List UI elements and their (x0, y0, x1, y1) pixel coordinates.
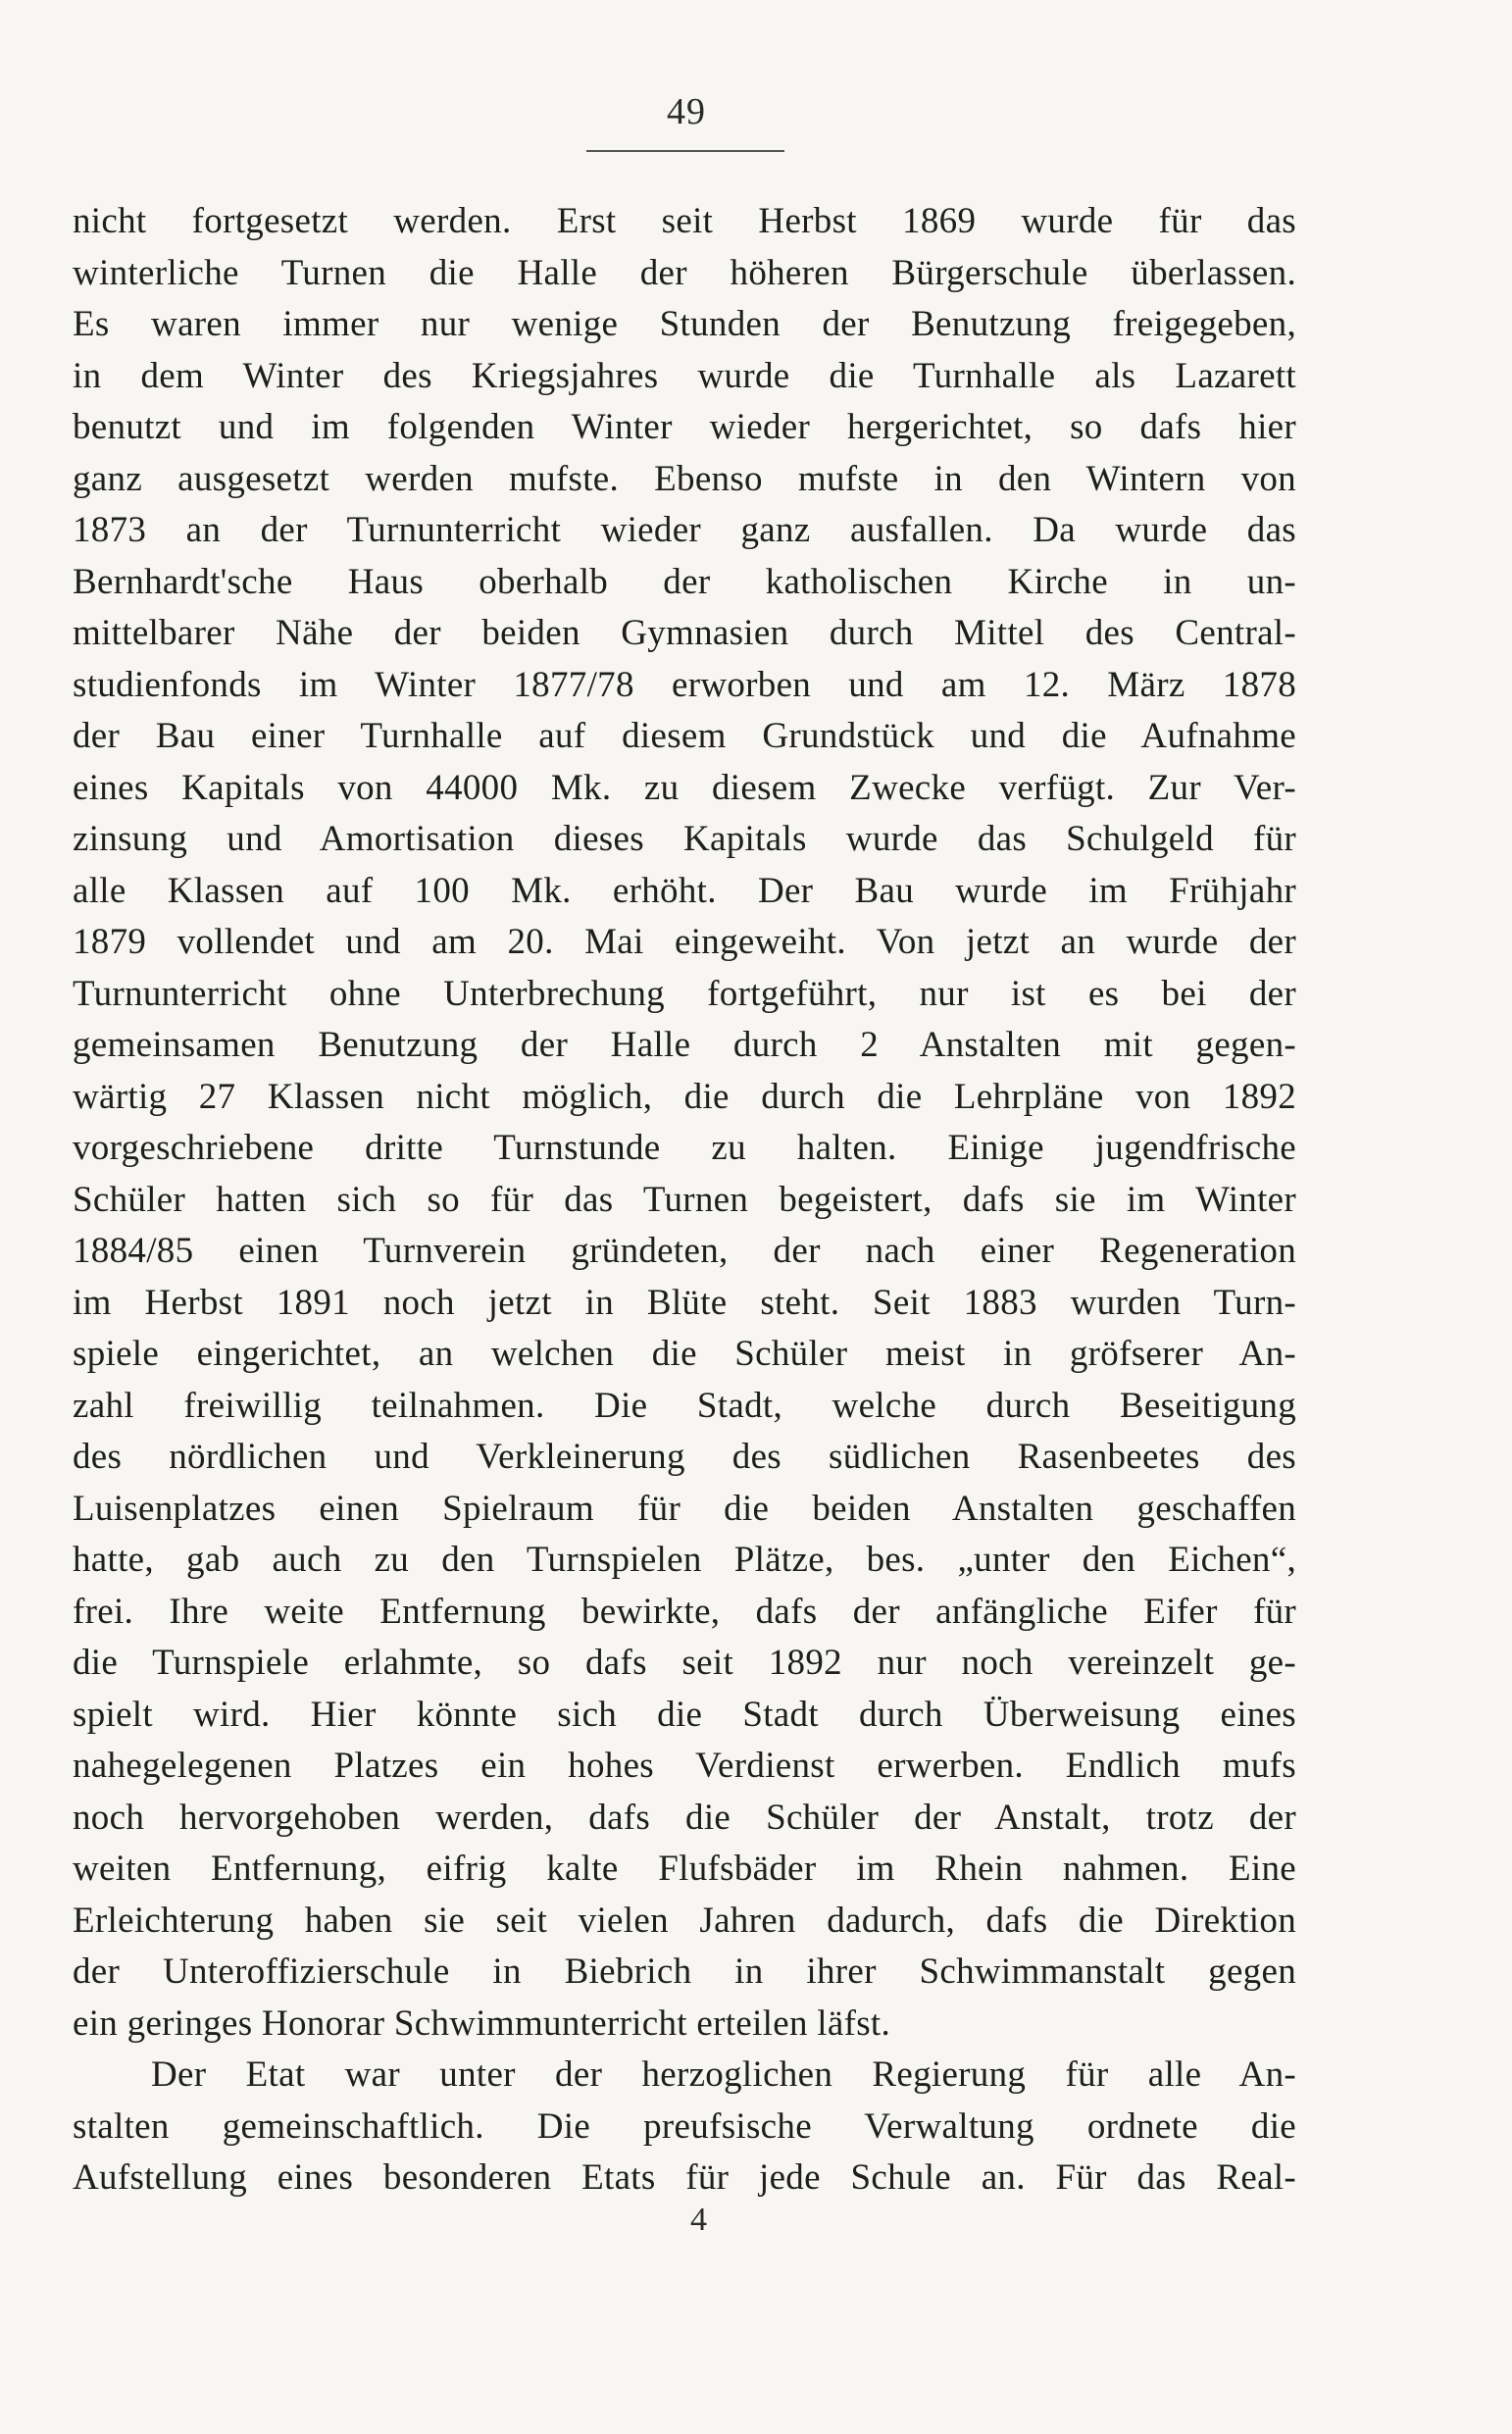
text-line: weiten Entfernung, eifrig kalte Flufsbäder im Rhein nahmen. Eine (73, 1849, 1296, 1889)
text-line: mittelbarer Nähe der beiden Gymnasien durch Mittel des Central- (73, 613, 1296, 653)
text-line: nahegelegenen Platzes ein hohes Verdienst erwerben. Endlich mufs (73, 1746, 1296, 1786)
text-line: die Turnspiele erlahmte, so dafs seit 1892 nur noch vereinzelt ge- (73, 1643, 1296, 1683)
text-line: studienfonds im Winter 1877/78 erworben und am 12. März 1878 (73, 664, 1296, 705)
text-line: Bernhardt'sche Haus oberhalb der katholischen Kirche in un- (73, 561, 1296, 602)
text-line: spiele eingerichtet, an welchen die Schüler meist in gröfserer An- (73, 1334, 1296, 1374)
text-line: noch hervorgehoben werden, dafs die Schüler der Anstalt, trotz der (73, 1797, 1296, 1838)
text-line: Schüler hatten sich so für das Turnen begeistert, dafs sie im Winter (73, 1179, 1296, 1220)
text-line: spielt wird. Hier könnte sich die Stadt durch Überweisung eines (73, 1694, 1296, 1735)
text-line: 1879 vollendet und am 20. Mai eingeweiht. Von jetzt an wurde der (73, 922, 1296, 962)
text-line: gemeinsamen Benutzung der Halle durch 2 Anstalten mit gegen- (73, 1025, 1296, 1065)
text-line: frei. Ihre weite Entfernung bewirkte, dafs der anfängliche Eifer für (73, 1591, 1296, 1632)
text-line: in dem Winter des Kriegsjahres wurde die Turnhalle als Lazarett (73, 355, 1296, 396)
text-line: Turnunterricht ohne Unterbrechung fortgeführt, nur ist es bei der (73, 973, 1296, 1014)
text-line: der Unteroffizierschule in Biebrich in ihrer Schwimmanstalt gegen (73, 1952, 1296, 1992)
text-line: wärtig 27 Klassen nicht möglich, die durch die Lehrpläne von 1892 (73, 1076, 1296, 1117)
paragraph-first-line: Der Etat war unter der herzoglichen Regierung für alle An- (151, 2054, 1296, 2095)
text-line: zinsung und Amortisation dieses Kapitals wurde das Schulgeld für (73, 819, 1296, 859)
text-line: Luisenplatzes einen Spielraum für die beiden Anstalten geschaffen (73, 1488, 1296, 1529)
header-rule (586, 150, 784, 152)
text-line: stalten gemeinschaftlich. Die preufsische Verwaltung ordnete die (73, 2105, 1296, 2147)
signature-mark: 4 (690, 2202, 707, 2238)
text-line: benutzt und im folgenden Winter wieder hergerichtet, so dafs hier (73, 407, 1296, 447)
text-line: hatte, gab auch zu den Turnspielen Plätze, bes. „unter den Eichen“, (73, 1540, 1296, 1580)
text-line: ein geringes Honorar Schwimmunterricht erteilen läfst. (73, 2003, 891, 2044)
text-line: Aufstellung eines besonderen Etats für jede Schule an. Für das Real- (73, 2157, 1296, 2198)
text-line: eines Kapitals von 44000 Mk. zu diesem Zwecke verfügt. Zur Ver- (73, 767, 1296, 808)
text-line: alle Klassen auf 100 Mk. erhöht. Der Bau wurde im Frühjahr (73, 870, 1296, 911)
text-line: des nördlichen und Verkleinerung des südlichen Rasenbeetes des (73, 1437, 1296, 1477)
text-line: nicht fortgesetzt werden. Erst seit Herbst 1869 wurde für das (73, 201, 1296, 241)
page-number: 49 (667, 91, 706, 132)
text-line: der Bau einer Turnhalle auf diesem Grundstück und die Aufnahme (73, 716, 1296, 756)
text-line: 1873 an der Turnunterricht wieder ganz ausfallen. Da wurde das (73, 510, 1296, 550)
text-line: Erleichterung haben sie seit vielen Jahren dadurch, dafs die Direktion (73, 1900, 1296, 1941)
text-line: vorgeschriebene dritte Turnstunde zu halten. Einige jugendfrische (73, 1128, 1296, 1168)
text-line: winterliche Turnen die Halle der höheren Bürgerschule überlassen. (73, 252, 1296, 293)
text-line: ganz ausgesetzt werden mufste. Ebenso mufste in den Wintern von (73, 458, 1296, 499)
text-line: 1884/85 einen Turnverein gründeten, der nach einer Regeneration (73, 1231, 1296, 1271)
text-line: im Herbst 1891 noch jetzt in Blüte steht. Seit 1883 wurden Turn- (73, 1282, 1296, 1323)
text-line: zahl freiwillig teilnahmen. Die Stadt, welche durch Beseitigung (73, 1385, 1296, 1426)
text-line: Es waren immer nur wenige Stunden der Benutzung freigegeben, (73, 304, 1296, 344)
body-text (73, 196, 1296, 2205)
